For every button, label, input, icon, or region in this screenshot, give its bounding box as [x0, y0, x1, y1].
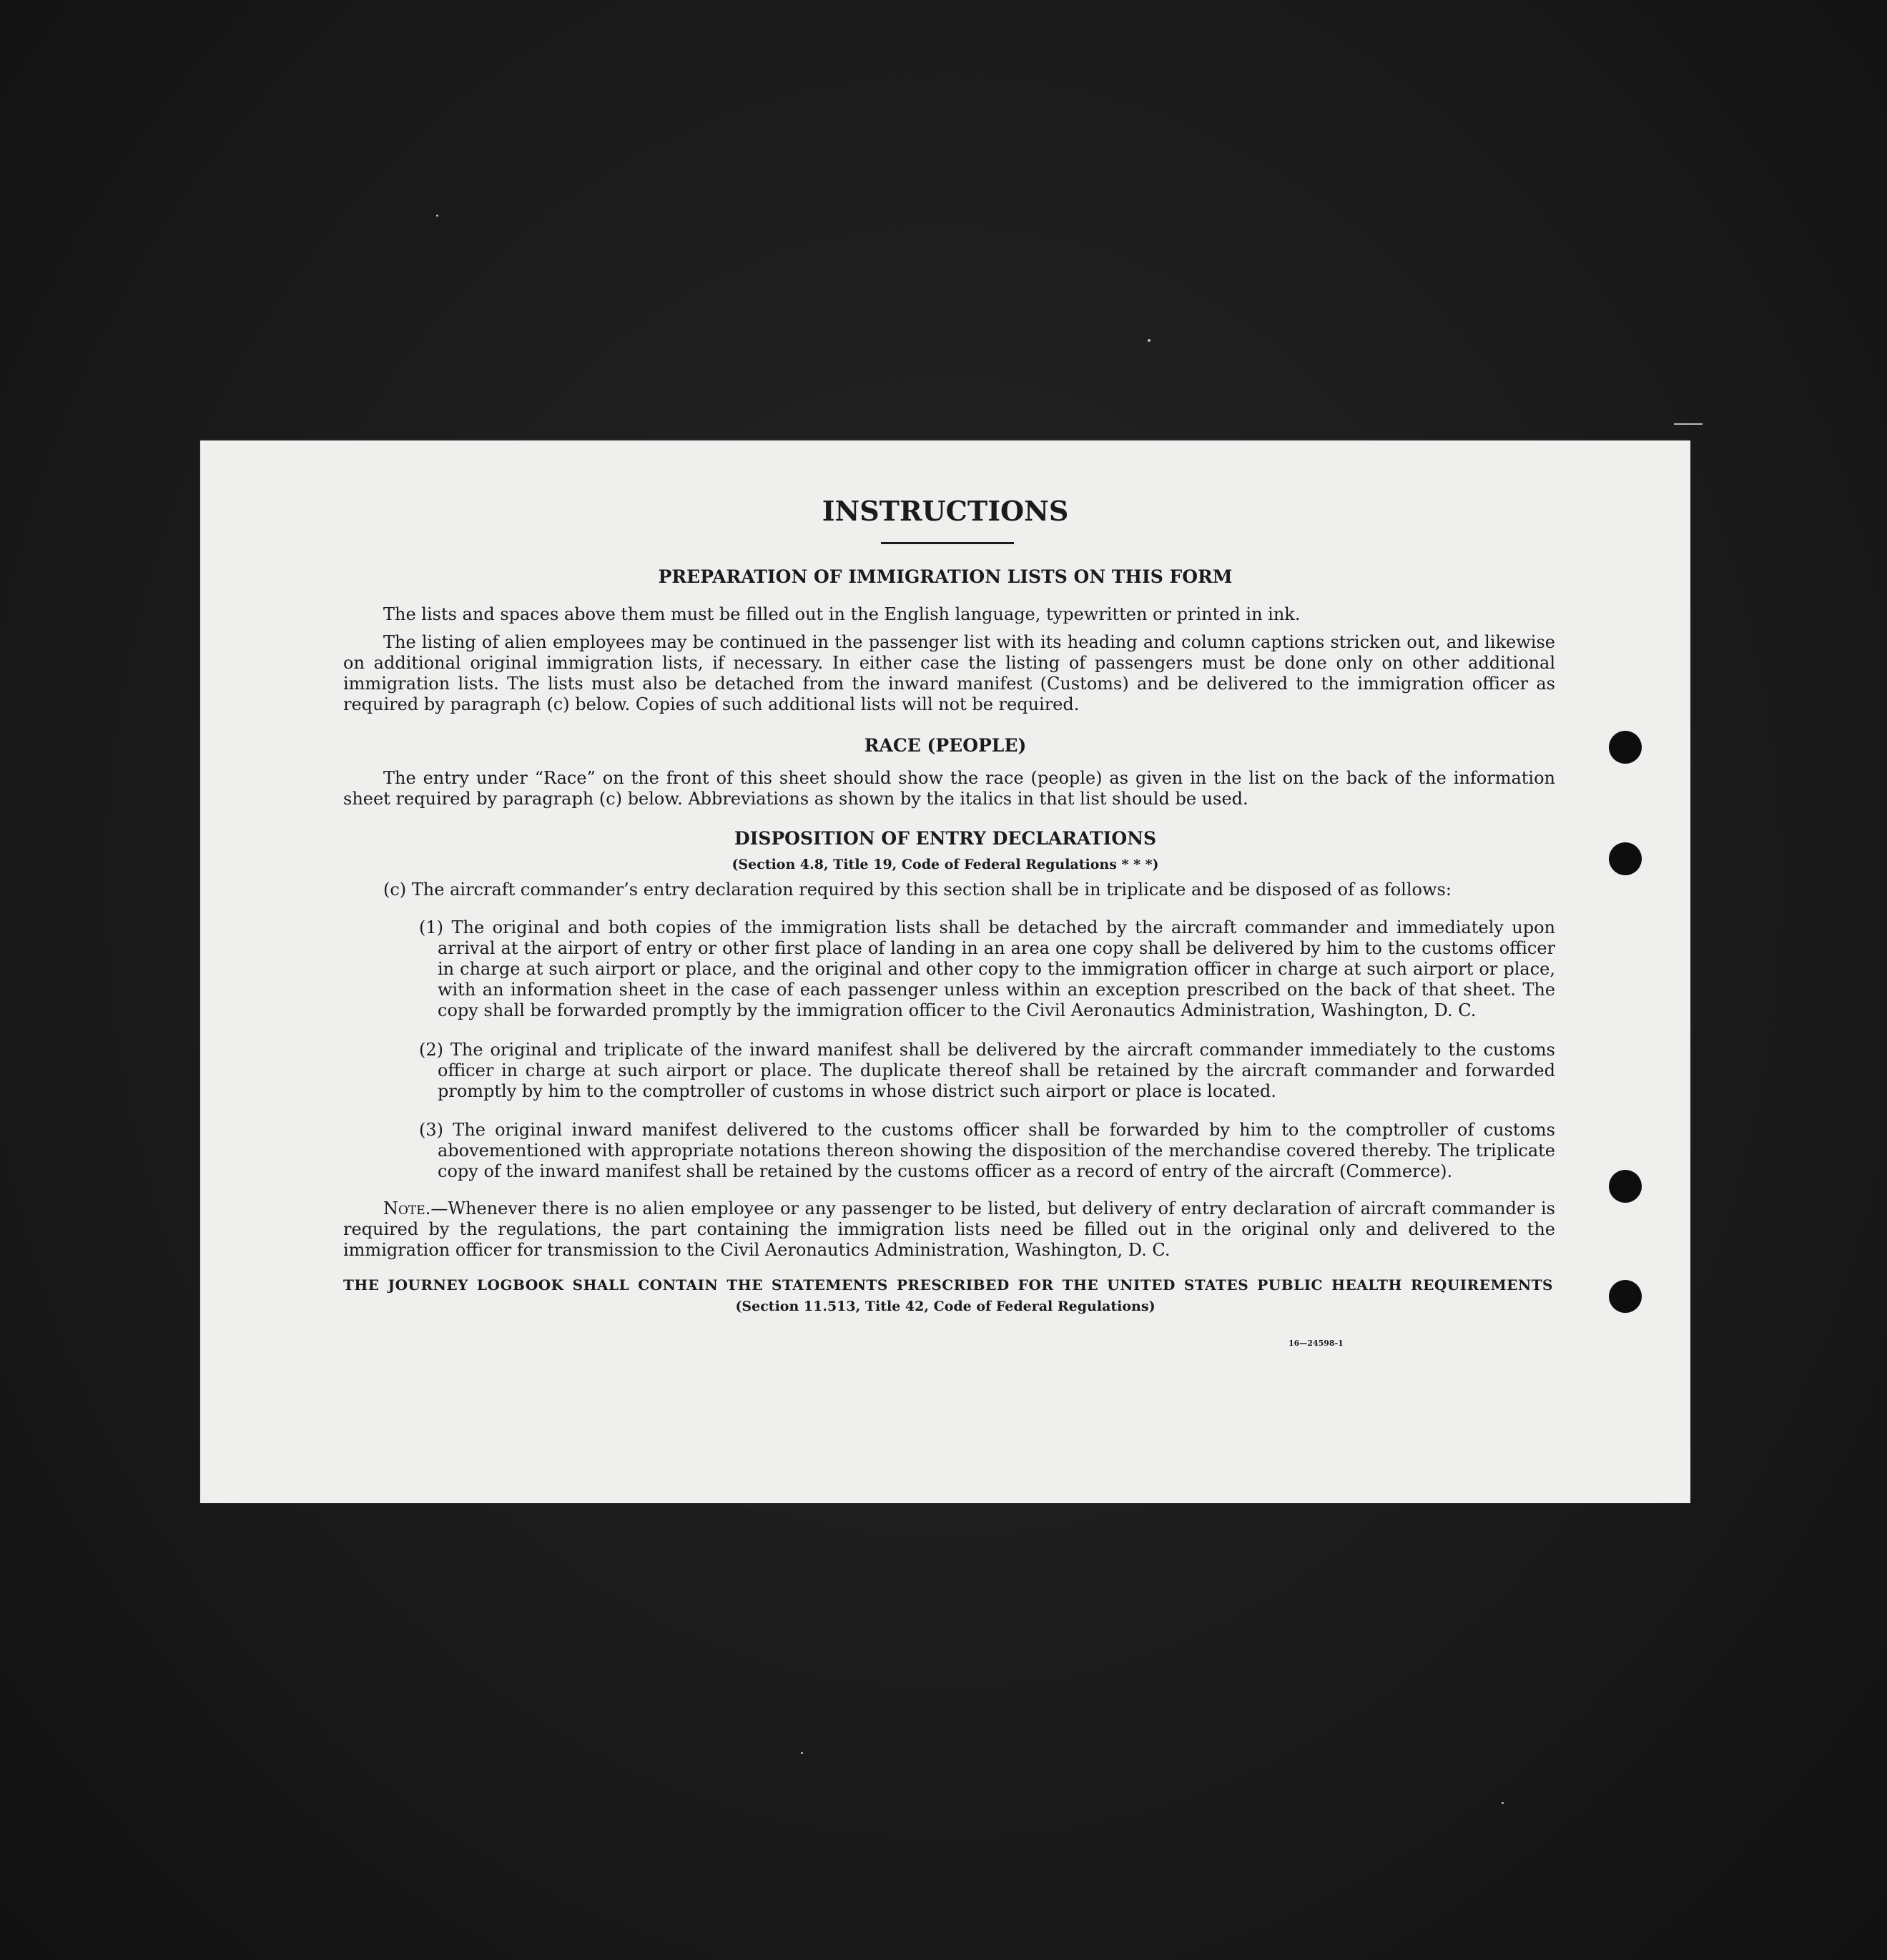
- dust-speck: [436, 215, 438, 217]
- item-text: The original and both copies of the immigration lists shall be detached by the aircraft commander and immediately upon arrival at the airport of entry or other first place of landing in an area one copy shall be delivered by him to the customs officer in charge at such airport or place, and the original and other copy to the immigration officer in charge at such airport or place, with an information sheet in the case of each passenger unless within an exception prescribed on the back of that sheet. The copy shall be forwarded promptly by the immigration officer to the Civil Aeronautics Administration, Washington, D. C.: [438, 917, 1555, 1020]
- preparation-paragraph-2: The listing of alien employees may be continued in the passenger list with its heading and column captions stricken out, and likewise on additional original immigration lists, if necessary. In either case the listing of passengers must be done only on other additional immigration lists. The lists must also be detached from the inward manifest (Customs) and be delivered to the immigration officer as required by paragraph (c) below. Copies of such additional lists will not be required.: [343, 632, 1555, 714]
- note-paragraph: [343, 1198, 1555, 1261]
- race-heading: RACE (PEOPLE): [864, 735, 1027, 756]
- disposition-citation: (Section 4.8, Title 19, Code of Federal Regulations * * *): [731, 857, 1159, 872]
- form-number: 16—24598-1: [1289, 1339, 1344, 1348]
- dust-speck: [1674, 423, 1703, 425]
- dust-speck: [1148, 339, 1151, 342]
- item-text: The original inward manifest delivered to the customs officer shall be forwarded by him to the comptroller of customs abovementioned with appropriate notations thereon showing the disposition of the merchandise covered thereby. The triplicate copy of the inward manifest shall be retained by the customs officer as a record of entry of the aircraft (Commerce).: [438, 1120, 1556, 1181]
- punch-hole: [1609, 1170, 1642, 1203]
- title-underline: [881, 542, 1014, 544]
- item-number: (3): [419, 1120, 443, 1140]
- preparation-paragraph-1: The lists and spaces above them must be filled out in the English language, typewritten or printed in ink.: [383, 604, 1301, 624]
- list-item: [419, 917, 1555, 1021]
- race-paragraph: The entry under “Race” on the front of this sheet should show the race (people) as given in the list on the back of the information sheet required by paragraph (c) below. Abbreviations as shown by the italics in that list should be used.: [343, 768, 1555, 809]
- instruction-sheet: [200, 440, 1690, 1503]
- note-text: —Whenever there is no alien employee or any passenger to be listed, but delivery of entry declaration of aircraft commander is required by the regulations, the part containing the immigration lists need be filled out in the original only and delivered to the immigration officer for transmission to the Civil Aeronautics Administration, Washington, D. C.: [343, 1198, 1555, 1260]
- dust-speck: [1502, 1802, 1504, 1804]
- dust-speck: [801, 1752, 803, 1754]
- item-number: (2): [419, 1040, 443, 1060]
- list-item: [419, 1120, 1555, 1182]
- health-requirements-citation: (Section 11.513, Title 42, Code of Federal Regulations): [735, 1299, 1156, 1314]
- item-number: (1): [419, 917, 443, 937]
- list-item: [419, 1040, 1555, 1102]
- preparation-heading: PREPARATION OF IMMIGRATION LISTS ON THIS FORM: [658, 566, 1233, 587]
- page-title: INSTRUCTIONS: [822, 495, 1069, 527]
- disposition-intro: (c) The aircraft commander’s entry declaration required by this section shall be in triplicate and be disposed of as follows:: [383, 880, 1452, 900]
- disposition-heading: DISPOSITION OF ENTRY DECLARATIONS: [734, 828, 1157, 849]
- health-requirements-statement: THE JOURNEY LOGBOOK SHALL CONTAIN THE STATEMENTS PRESCRIBED FOR THE UNITED STATES PUBLIC HEALTH REQUIREMENTS: [343, 1276, 1553, 1294]
- note-label: Note.: [383, 1198, 431, 1218]
- item-text: The original and triplicate of the inward manifest shall be delivered by the aircraft commander immediately to the customs officer in charge at such airport or place. The duplicate thereof shall be retained by the aircraft commander and forwarded promptly by him to the comptroller of customs in whose district such airport or place is located.: [438, 1040, 1555, 1101]
